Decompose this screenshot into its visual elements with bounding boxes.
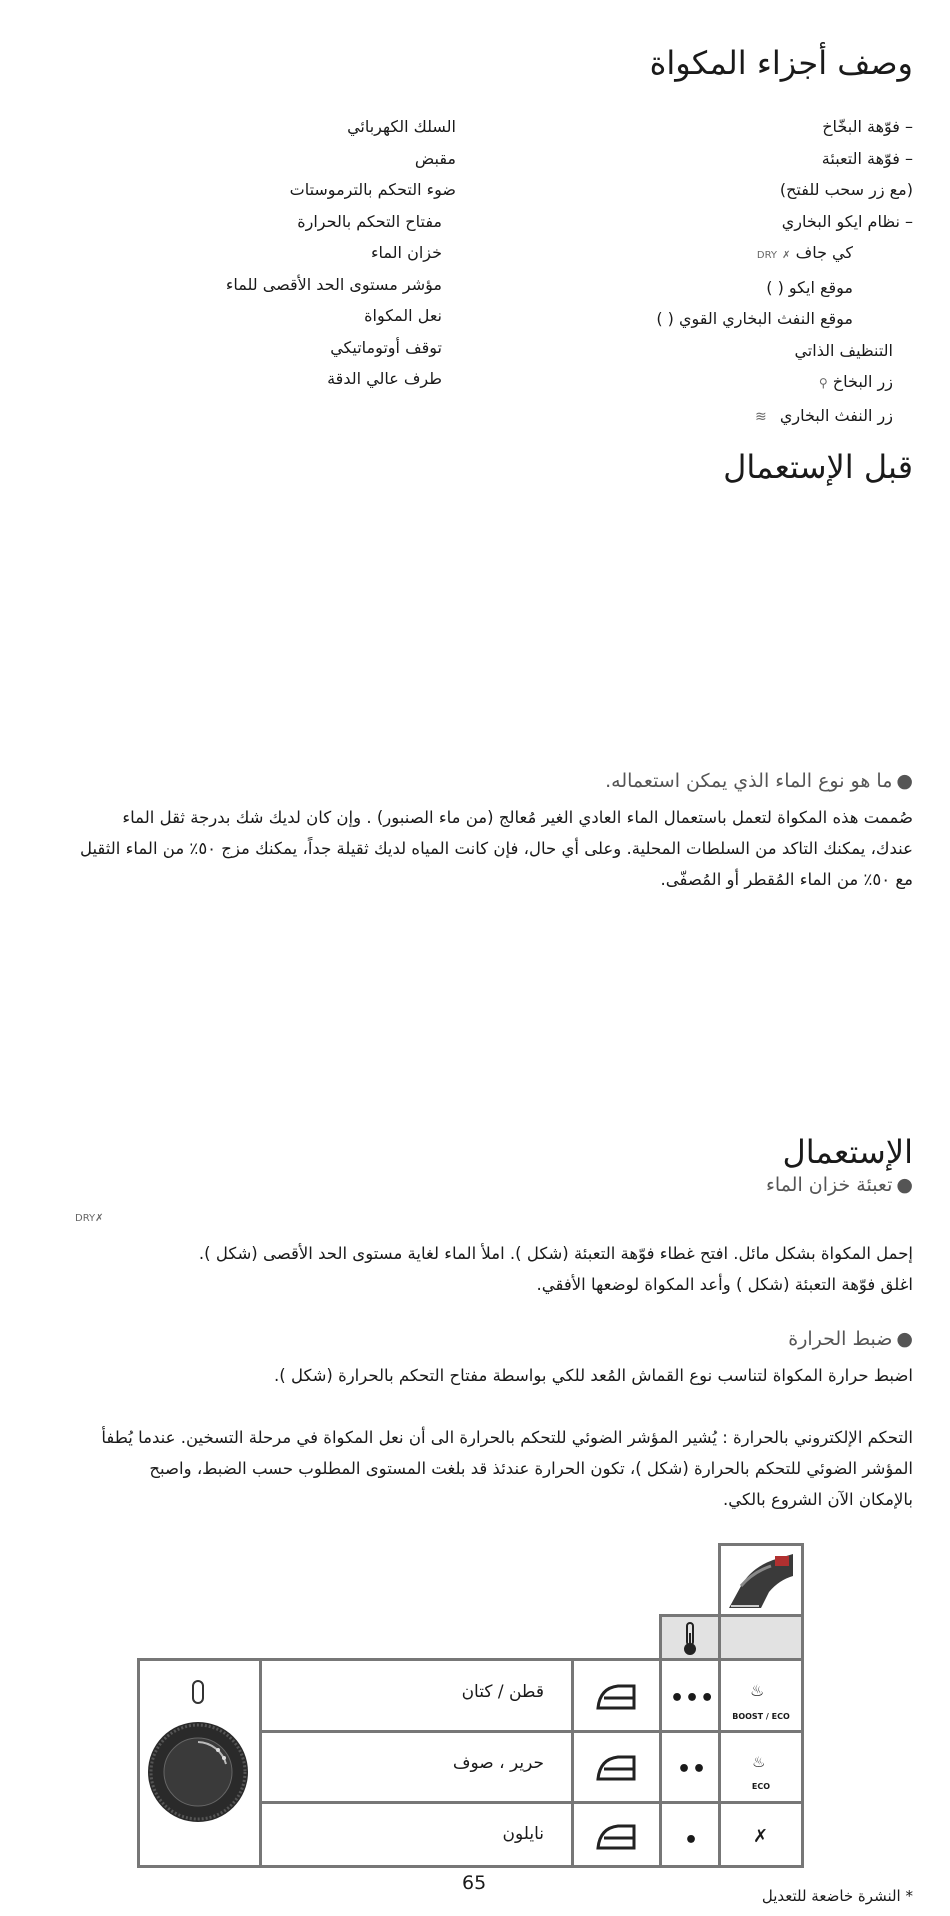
parts-item: نعل المكواة: [364, 306, 442, 325]
parts-item: كي جاف ✗ DRY: [756, 243, 853, 262]
parts-item: ضوء التحكم بالترموستات: [289, 180, 456, 199]
dry-indicator: ✗DRY: [75, 1213, 104, 1224]
bullet-icon: ●: [896, 770, 913, 792]
parts-item: توقف أوتوماتيكي: [330, 337, 442, 357]
parts-item: طرف عالي الدقة: [327, 369, 442, 388]
iron-icon: [594, 1822, 638, 1852]
parts-item: – فوّهة التعبئة: [821, 148, 913, 168]
dry-label: DRY: [756, 250, 778, 261]
parts-item: موقع النفث البخاري القوي ( ): [656, 309, 853, 328]
temp-paragraph: اضبط حرارة المكواة لتناسب نوع القماش المُعد للكي بواسطة مفتاح التحكم بالحرارة (شكل ).: [274, 1366, 913, 1385]
steam-setting-label: BOOST / ECO: [732, 1712, 790, 1721]
footer-note: * النشرة خاضعة للتعديل: [761, 1887, 913, 1905]
parts-item: السلك الكهربائي: [347, 117, 456, 136]
steam-setting-label: ECO: [751, 1782, 771, 1791]
fabric-label: نايلون: [502, 1824, 544, 1844]
bullet-icon: ●: [896, 1328, 913, 1350]
no-steam-icon: ✗: [95, 1213, 104, 1224]
shot-of-steam-icon: ≋: [754, 408, 767, 425]
fabric-label: حرير ، صوف: [452, 1753, 544, 1773]
thermometer-header-cell: [659, 1614, 721, 1661]
parts-item: – فوّهة البخّاخ: [822, 117, 913, 136]
parts-list-right: [656, 111, 913, 433]
water-paragraph: صُممت هذه المكواة لتعمل باستعمال الماء العادي الغير مُعالج (من ماء الصنبور) . وإن كان لديك شك بدرجة ثقل الماء عندك، يمكنك التاكد من السلطات المحلية. وعلى أي حال، فإن كانت المياه لديك ثقيلة جداً، يمكنك مزج ٥٠٪ من الماء الثقيل مع ٥٠٪ من الماء المُقطر أو المُصفّى.: [79, 808, 913, 889]
eco-steam-icon: ♨: [752, 1753, 766, 1771]
fill-paragraph: إحمل المكواة بشكل مائل. افتح غطاء فوّهة التعبئة (شكل ). املأ الماء لغاية مستوى الحد الأقصى (شكل ). اغلق فوّهة التعبئة (شكل ) وأعد المكواة لوضعها الأفقي.: [198, 1244, 913, 1294]
parts-item: مقبض: [414, 148, 456, 168]
parts-list-left: [225, 111, 456, 395]
parts-item: موقع ايكو ( ): [766, 277, 853, 297]
temperature-dots: •••: [670, 1686, 716, 1711]
iron-photo-icon: [721, 1546, 801, 1614]
parts-item: خزان الماء: [371, 243, 442, 262]
parts-item: التنظيف الذاتي: [794, 340, 893, 360]
header-cell: [718, 1614, 804, 1661]
steam-icon: ♨: [750, 1681, 765, 1700]
iron-icon: [594, 1682, 638, 1712]
before-use-title: قبل الإستعمال: [723, 448, 913, 486]
electronic-paragraph: التحكم الإلكتروني بالحرارة : يُشير المؤشر الضوئي للتحكم بالحرارة الى أن نعل المكواة في مرحلة التسخين. عندما يُطفأ المؤشر الضوئي للتحكم بالحرارة (شكل )، تكون الحرارة عندئذ قد بلغت المستوى المطلوب حسب الضبط، واصبح بالإمكان الآن الشروع بالكي.: [101, 1428, 913, 1509]
parts-title: وصف أجزاء المكواة: [649, 44, 913, 82]
temperature-dots: ••: [677, 1757, 708, 1782]
parts-item: مفتاح التحكم بالحرارة: [297, 211, 442, 231]
temperature-dial-icon: [146, 1720, 250, 1824]
temperature-dots: •: [684, 1828, 700, 1853]
spray-icon: ⚲: [818, 376, 828, 390]
thermometer-icon: [680, 1621, 700, 1657]
water-heading: ●ما هو نوع الماء الذي يمكن استعماله.: [605, 770, 913, 792]
parts-item: (مع زر سحب للفتح): [779, 180, 913, 199]
iron-icon: [594, 1753, 638, 1783]
parts-item: زر النفث البخاري ≋: [754, 405, 893, 425]
fill-heading: ●تعبئة خزان الماء: [765, 1174, 913, 1196]
parts-item: – نظام ايكو البخاري: [781, 211, 913, 231]
parts-item: زر البخاخ ⚲: [818, 372, 893, 391]
page-number: 65: [462, 1872, 487, 1894]
no-steam-icon: ✗: [782, 250, 791, 261]
fabric-label: قطن / كتان: [461, 1682, 544, 1702]
indicator-light-icon: [192, 1680, 204, 1704]
iron-image-cell: [718, 1543, 804, 1617]
bullet-icon: ●: [896, 1174, 913, 1196]
parts-item: مؤشر مستوى الحد الأقصى للماء: [225, 274, 442, 294]
use-title: الإستعمال: [782, 1133, 913, 1171]
temp-heading: ●ضبط الحرارة: [788, 1328, 913, 1350]
no-steam-icon: ✗: [753, 1826, 769, 1847]
